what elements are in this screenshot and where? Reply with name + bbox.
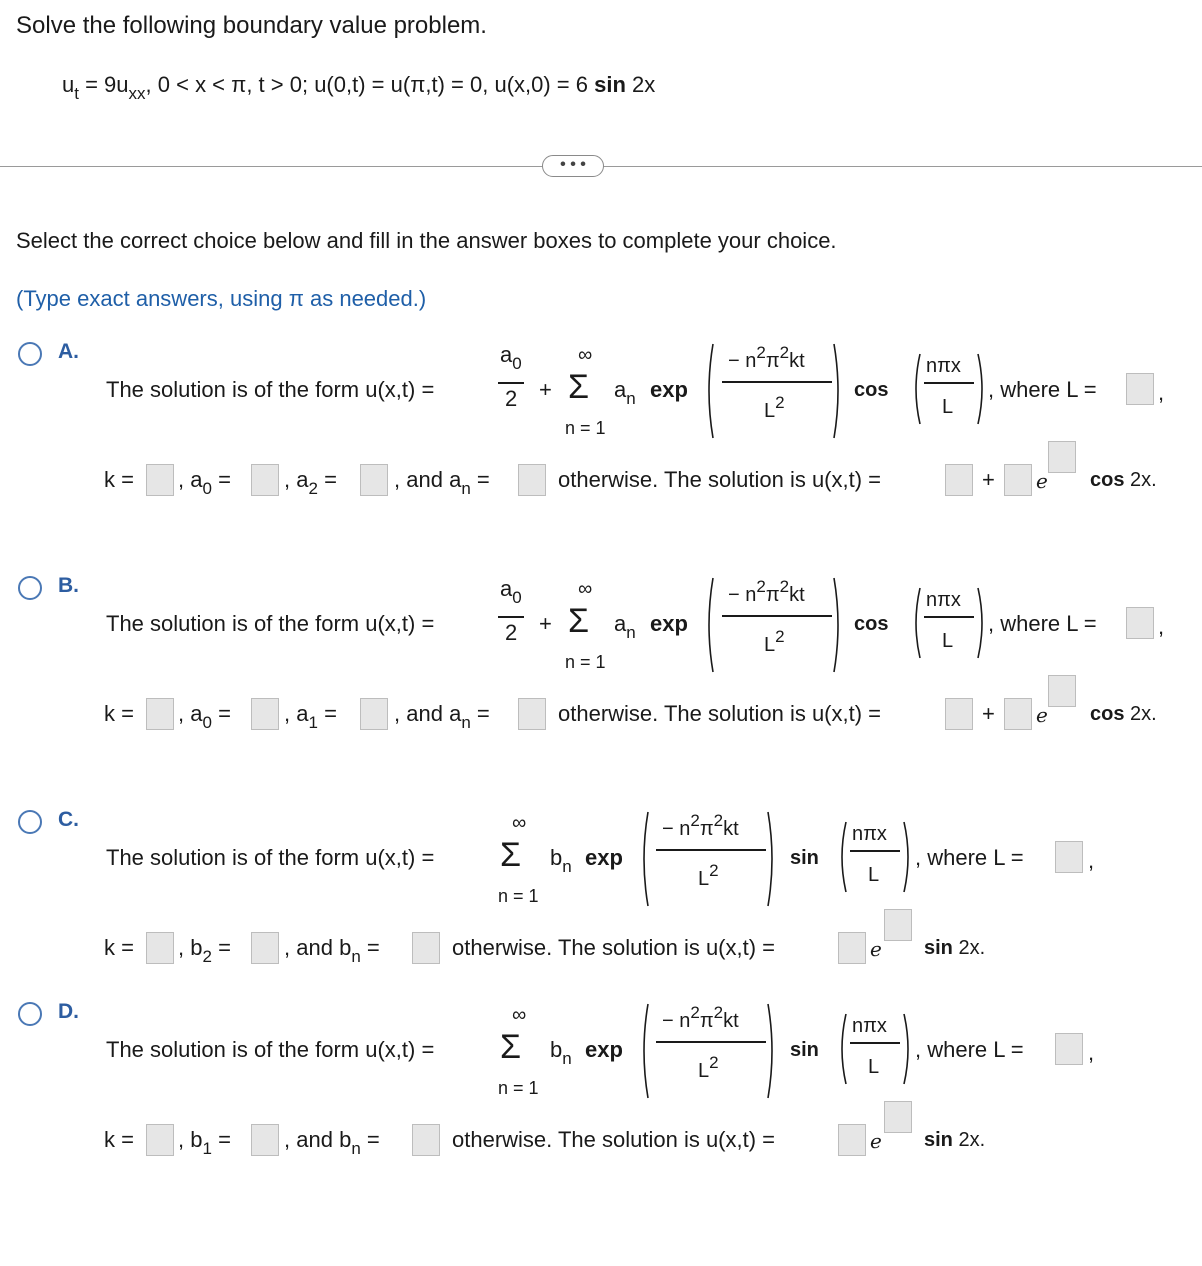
num-minus-a: − n [728, 350, 757, 372]
e-b: e [1036, 703, 1048, 727]
eq-rest2: , t > 0; u(0,t) = u( [246, 72, 411, 97]
paren-right-cos-a [976, 352, 988, 426]
n-eq-1-c: n = 1 [498, 886, 539, 906]
and-bn-c [284, 935, 380, 966]
input-u1-d[interactable] [838, 1124, 866, 1156]
eq-u: u [62, 72, 75, 97]
a0-numerator-a [500, 342, 522, 373]
npix-b: nπx [926, 589, 961, 611]
instructions-select: Select the correct choice below and fill in the answer boxes to complete your choice. [16, 228, 837, 253]
option-a-label: A. [58, 340, 79, 363]
num-sq2-d: 2 [713, 1003, 724, 1022]
input-k-a[interactable] [146, 464, 174, 496]
where-c: , where L = [915, 845, 1024, 870]
plus-b: + [539, 611, 552, 636]
paren-right-exp-c [766, 810, 778, 908]
coef1-eq-c: = [218, 935, 231, 960]
form-prefix-d: The solution is of the form u(x,t) = [106, 1037, 435, 1062]
coef1-sub-a: 0 [202, 479, 212, 498]
input-an-b[interactable] [518, 698, 546, 730]
den-L-c: L [698, 868, 710, 890]
an2-letter-a: a [449, 467, 462, 492]
an2-letter-b: a [449, 701, 462, 726]
an2-eq-a: = [476, 467, 490, 492]
option-b-radio[interactable] [18, 576, 42, 600]
num-sq1-d: 2 [690, 1003, 700, 1022]
coef1-sub-b: 0 [202, 713, 212, 732]
exp-denominator-a [764, 393, 785, 423]
paren-left-exp-a [703, 342, 715, 440]
eq-rest4: 2x [625, 72, 656, 97]
npix-denominator-b: L [942, 630, 954, 652]
npix-d: nπx [852, 1015, 887, 1037]
num-sq1-b: 2 [756, 577, 766, 596]
sin2x-c [924, 937, 985, 960]
n-eq-1-b: n = 1 [565, 652, 606, 672]
exp-fraction-line-d [656, 1041, 766, 1043]
input-coef1-a[interactable] [251, 464, 279, 496]
e-a: e [1036, 469, 1048, 493]
problem-equation [62, 72, 656, 103]
bn2-sub-d: n [351, 1139, 361, 1158]
num-pi-d: π [699, 1010, 714, 1032]
an2-eq-b: = [476, 701, 490, 726]
coef2-b: , $a_1$ = [284, 701, 337, 732]
exp-numerator-a [728, 343, 805, 373]
instructions-hint [16, 286, 426, 312]
a0-a: a [500, 342, 513, 367]
exp-denominator-b [764, 627, 785, 657]
and-an-b [394, 701, 490, 732]
k-eq-a: k = [104, 467, 134, 492]
num-minus-b: − n [728, 584, 757, 606]
input-coef2-a[interactable] [360, 464, 388, 496]
eq-xx-sub: xx [128, 84, 146, 103]
plus2-b: + [982, 701, 995, 726]
coef1-eq-b: = [218, 701, 231, 726]
num-sq1-a: 2 [756, 343, 766, 362]
coef2-letter-a: a [296, 467, 309, 492]
sigma-b: Σ [568, 602, 590, 640]
paren-right-sin-c [902, 820, 914, 894]
comma-b: , [1158, 614, 1165, 639]
exp-numerator-c [662, 811, 739, 841]
bn-c [550, 845, 572, 876]
num-kt-b: kt [789, 584, 805, 606]
bn-sub-d: n [562, 1049, 572, 1068]
eq-pi2: π [410, 72, 426, 97]
otherwise-c: otherwise. The solution is u(x,t) = [452, 935, 776, 960]
paren-left-exp-c [638, 810, 650, 908]
exp-denominator-d [698, 1053, 719, 1083]
more-button[interactable]: • • • [542, 155, 604, 177]
coef1-letter-c: b [190, 935, 203, 960]
sigma-d: Σ [500, 1028, 522, 1066]
num-pi-b: π [765, 584, 780, 606]
infinity-d: ∞ [512, 1004, 527, 1026]
coef1-letter-d: b [190, 1127, 203, 1152]
sin-d: sin [790, 1039, 819, 1061]
exp-denominator-c [698, 861, 719, 891]
eq-rest1: , 0 < x < [145, 72, 232, 97]
cos2x-b [1090, 703, 1157, 726]
coef2-letter-b: a [296, 701, 309, 726]
plus-a: + [539, 377, 552, 402]
k-eq-b: k = [104, 701, 134, 726]
sin-c: sin [790, 847, 819, 869]
paren-right-exp-a [832, 342, 844, 440]
num-kt-c: kt [723, 818, 739, 840]
input-k-c[interactable] [146, 932, 174, 964]
paren-left-cos-a [910, 352, 922, 426]
npix-denominator-d: L [868, 1056, 880, 1078]
num-minus-d: − n [662, 1010, 691, 1032]
a0-b: a [500, 576, 513, 601]
npix-fraction-line-d [850, 1042, 900, 1044]
an-letter-a: a [614, 377, 627, 402]
hint-pi: π [288, 286, 304, 311]
form-prefix-c: The solution is of the form u(x,t) = [106, 845, 435, 870]
exp-fraction-line-b [722, 615, 832, 617]
input-u2-a[interactable] [1004, 464, 1032, 496]
coef2-eq-a: = [324, 467, 337, 492]
infinity-c: ∞ [512, 812, 527, 834]
eq-sin: sin [594, 72, 626, 97]
coef1-a: , $a_0$ = [178, 467, 231, 498]
cos-a: cos [854, 379, 889, 401]
num-minus-c: − n [662, 818, 691, 840]
coef1-c: , $b_2$ = [178, 935, 231, 966]
exp-a: exp [650, 377, 688, 402]
plus2-a: + [982, 467, 995, 492]
a0-sub-a: 0 [512, 354, 522, 373]
npix-fraction-line-c [850, 850, 900, 852]
exp-fraction-line-a [722, 381, 832, 383]
input-coef2-b[interactable] [360, 698, 388, 730]
eq-rest3: ,t) = 0, u(x,0) = 6 [425, 72, 595, 97]
num-sq2-c: 2 [713, 811, 724, 830]
paren-left-sin-d [836, 1012, 848, 1086]
and-c: , and [284, 935, 333, 960]
eq-t-sub: t [74, 84, 79, 103]
where-a: , where L = [988, 377, 1097, 402]
problem-title: Solve the following boundary value problem. [16, 12, 487, 39]
eq-mid: = 9u [78, 72, 129, 97]
n-eq-1-d: n = 1 [498, 1078, 539, 1098]
cos2x-cos-a: cos [1090, 469, 1125, 491]
input-exponent-a[interactable] [1048, 441, 1076, 473]
input-an-a[interactable] [518, 464, 546, 496]
exp-b: exp [650, 611, 688, 636]
bn2-sub-c: n [351, 947, 361, 966]
a0-fraction-line-a [498, 382, 524, 384]
an-letter-b: a [614, 611, 627, 636]
a0-denominator-b: 2 [505, 620, 518, 645]
npix-a: nπx [926, 355, 961, 377]
cos-b: cos [854, 613, 889, 635]
paren-left-cos-b [910, 586, 922, 660]
input-u1-b[interactable] [945, 698, 973, 730]
hint-b: as needed.) [303, 286, 427, 311]
an-a [614, 377, 636, 408]
input-L-a[interactable] [1126, 373, 1154, 405]
a0-denominator-a: 2 [505, 386, 518, 411]
coef1-letter-a: a [190, 467, 203, 492]
infinity-a: ∞ [578, 344, 593, 366]
cos2x-2x-a: 2x. [1124, 469, 1157, 491]
n-eq-1-a: n = 1 [565, 418, 606, 438]
exp-d: exp [585, 1037, 623, 1062]
coef2-sub-a: 2 [308, 479, 318, 498]
and-a: , and [394, 467, 443, 492]
an2-sub-b: n [461, 713, 471, 732]
input-u1-a[interactable] [945, 464, 973, 496]
input-bn-d[interactable] [412, 1124, 440, 1156]
input-u2-b[interactable] [1004, 698, 1032, 730]
where-d: , where L = [915, 1037, 1024, 1062]
otherwise-a: otherwise. The solution is u(x,t) = [558, 467, 882, 492]
and-b: , and [394, 701, 443, 726]
a0-sub-b: 0 [512, 588, 522, 607]
and-bn-d [284, 1127, 380, 1158]
option-b-label: B. [58, 574, 79, 597]
exp-fraction-line-c [656, 849, 766, 851]
k-eq-c: k = [104, 935, 134, 960]
paren-left-exp-b [703, 576, 715, 674]
input-exponent-d[interactable] [884, 1101, 912, 1133]
input-k-b[interactable] [146, 698, 174, 730]
bn-d [550, 1037, 572, 1068]
bn-letter-d: b [550, 1037, 563, 1062]
otherwise-b: otherwise. The solution is u(x,t) = [558, 701, 882, 726]
bn-sub-c: n [562, 857, 572, 876]
an2-sub-a: n [461, 479, 471, 498]
npix-fraction-line-a [924, 382, 974, 384]
comma-c: , [1088, 848, 1095, 873]
coef1-letter-b: a [190, 701, 203, 726]
and-an-a [394, 467, 490, 498]
den-L-a: L [764, 400, 776, 422]
option-a-radio[interactable] [18, 342, 42, 366]
coef1-sub-d: 1 [202, 1139, 212, 1158]
paren-left-exp-d [638, 1002, 650, 1100]
sigma-a: Σ [568, 368, 590, 406]
coef2-sub-b: 1 [308, 713, 318, 732]
num-kt-d: kt [723, 1010, 739, 1032]
input-exponent-c[interactable] [884, 909, 912, 941]
input-exponent-b[interactable] [1048, 675, 1076, 707]
hint-a: (Type exact answers, using [16, 286, 289, 311]
npix-c: nπx [852, 823, 887, 845]
input-L-b[interactable] [1126, 607, 1154, 639]
coef1-eq-a: = [218, 467, 231, 492]
den-sq-d: 2 [709, 1053, 719, 1072]
option-d-radio[interactable] [18, 1002, 42, 1026]
e-d: e [870, 1129, 882, 1153]
bn-letter-c: b [550, 845, 563, 870]
bn2-letter-c: b [339, 935, 352, 960]
num-sq1-c: 2 [690, 811, 700, 830]
bn2-eq-d: = [366, 1127, 380, 1152]
input-L-c[interactable] [1055, 841, 1083, 873]
npix-fraction-line-b [924, 616, 974, 618]
num-pi-a: π [765, 350, 780, 372]
cos2x-cos-b: cos [1090, 703, 1125, 725]
exp-c: exp [585, 845, 623, 870]
den-sq-a: 2 [775, 393, 785, 412]
num-kt-a: kt [789, 350, 805, 372]
exp-numerator-d [662, 1003, 739, 1033]
num-sq2-a: 2 [779, 343, 790, 362]
num-pi-c: π [699, 818, 714, 840]
exp-numerator-b [728, 577, 805, 607]
input-coef1-b[interactable] [251, 698, 279, 730]
otherwise-d: otherwise. The solution is u(x,t) = [452, 1127, 776, 1152]
input-u1-c[interactable] [838, 932, 866, 964]
den-L-d: L [698, 1060, 710, 1082]
paren-right-cos-b [976, 586, 988, 660]
eq-pi: π [231, 72, 247, 97]
form-prefix-b: The solution is of the form u(x,t) = [106, 611, 435, 636]
npix-denominator-c: L [868, 864, 880, 886]
and-d: , and [284, 1127, 333, 1152]
form-prefix-a: The solution is of the form u(x,t) = [106, 377, 435, 402]
a0-fraction-line-b [498, 616, 524, 618]
bn2-eq-c: = [366, 935, 380, 960]
cos2x-2x-b: 2x. [1124, 703, 1157, 725]
coef1-sub-c: 2 [202, 947, 212, 966]
comma-d: , [1088, 1040, 1095, 1065]
coef1-d: , $b_1$ = [178, 1127, 231, 1158]
input-bn-c[interactable] [412, 932, 440, 964]
coef1-b: , $a_0$ = [178, 701, 231, 732]
sin2x-2x-d: 2x. [952, 1129, 986, 1151]
coef1-eq-d: = [218, 1127, 231, 1152]
paren-right-sin-d [902, 1012, 914, 1086]
num-sq2-b: 2 [779, 577, 790, 596]
sigma-c: Σ [500, 836, 522, 874]
option-c-label: C. [58, 808, 79, 831]
cos2x-a [1090, 469, 1157, 492]
sin2x-d [924, 1129, 985, 1152]
comma-a: , [1158, 380, 1165, 405]
paren-right-exp-b [832, 576, 844, 674]
npix-denominator-a: L [942, 396, 954, 418]
k-eq-d: k = [104, 1127, 134, 1152]
option-d-label: D. [58, 1000, 79, 1023]
an-sub-a: n [626, 389, 636, 408]
coef2-eq-b: = [324, 701, 337, 726]
input-coef1-c[interactable] [251, 932, 279, 964]
sin2x-2x-c: 2x. [952, 937, 986, 959]
den-L-b: L [764, 634, 776, 656]
den-sq-b: 2 [775, 627, 785, 646]
an-b [614, 611, 636, 642]
e-c: e [870, 937, 882, 961]
den-sq-c: 2 [709, 861, 719, 880]
paren-right-exp-d [766, 1002, 778, 1100]
paren-left-sin-c [836, 820, 848, 894]
a0-numerator-b [500, 576, 522, 607]
input-coef1-d[interactable] [251, 1124, 279, 1156]
input-k-d[interactable] [146, 1124, 174, 1156]
option-c-radio[interactable] [18, 810, 42, 834]
where-b: , where L = [988, 611, 1097, 636]
an-sub-b: n [626, 623, 636, 642]
coef2-a: , $a_2$ = [284, 467, 337, 498]
infinity-b: ∞ [578, 578, 593, 600]
sin2x-sin-c: sin [924, 937, 953, 959]
sin2x-sin-d: sin [924, 1129, 953, 1151]
input-L-d[interactable] [1055, 1033, 1083, 1065]
bn2-letter-d: b [339, 1127, 352, 1152]
